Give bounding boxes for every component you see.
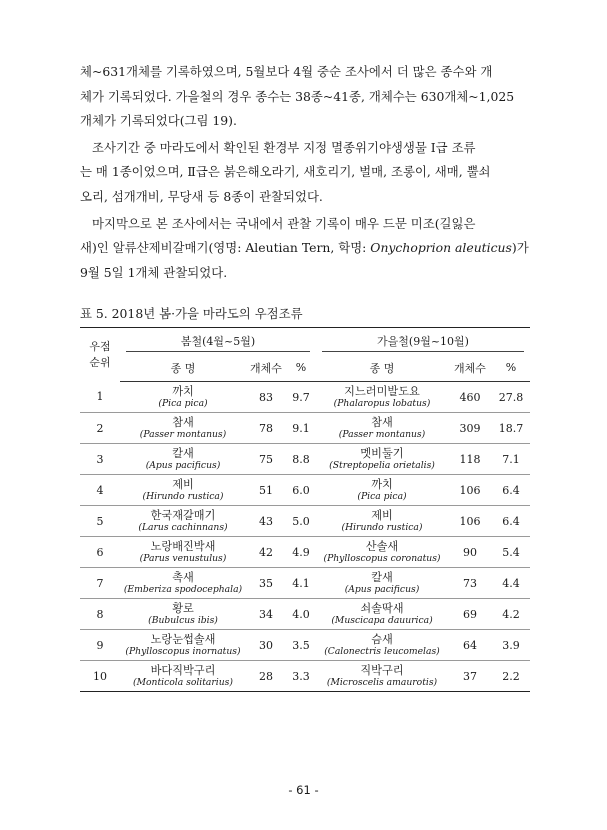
table-caption: 표 5. 2018년 봄·가을 마라도의 우점조류 [80, 306, 303, 321]
spring-pct-cell [286, 382, 316, 413]
korean-name: 직박구리 [360, 664, 404, 677]
scientific-name: (Emberiza spodocephala) [123, 584, 243, 595]
autumn-pct-cell [492, 568, 530, 599]
pct-value: 6.0 [292, 483, 310, 497]
autumn-species-cell [316, 568, 448, 599]
spring-count-cell [246, 599, 286, 630]
scientific-name: (Passer montanus) [139, 429, 227, 440]
rank-value: 2 [96, 421, 104, 435]
spring-count-cell [246, 568, 286, 599]
autumn-pct-cell [492, 382, 530, 413]
korean-name: 한국재갈매기 [150, 509, 216, 522]
scientific-name: (Phylloscopus coronatus) [323, 553, 441, 564]
pct-value: 3.9 [502, 638, 520, 652]
scientific-name: (Larus cachinnans) [138, 522, 228, 533]
pct-value: 18.7 [498, 421, 524, 435]
korean-name: 칼새 [371, 571, 393, 584]
rank-value: 5 [96, 514, 104, 528]
spring-pct-cell [286, 444, 316, 475]
spring-species-cell [120, 537, 246, 568]
count-value: 75 [259, 452, 273, 466]
rank-header [80, 328, 120, 382]
rank-cell [80, 475, 120, 506]
scientific-name: (Apus pacificus) [344, 584, 420, 595]
count-value: 43 [259, 514, 273, 528]
count-value: 90 [463, 545, 477, 559]
spring-pct-cell [286, 537, 316, 568]
spring-pct-cell [286, 506, 316, 537]
pct-value: 6.4 [502, 483, 520, 497]
table-row [80, 444, 530, 475]
table-row [80, 506, 530, 537]
pct-value: 9.1 [292, 421, 310, 435]
rank-cell [80, 413, 120, 444]
table-row [80, 630, 530, 661]
text-line: 개체가 기록되었다(그림 19). [80, 113, 237, 129]
autumn-count-cell [448, 630, 492, 661]
pct-value: 4.4 [502, 576, 520, 590]
pct-value: 4.1 [292, 576, 310, 590]
scientific-name: (Muscicapa dauurica) [331, 615, 433, 626]
korean-name: 촉새 [172, 571, 194, 584]
rank-value: 10 [93, 669, 107, 683]
rank-value: 3 [96, 452, 104, 466]
table-row [80, 413, 530, 444]
table-body [80, 382, 530, 692]
count-value: 30 [259, 638, 273, 652]
scientific-name: (Hirundo rustica) [341, 522, 423, 533]
autumn-pct-cell [492, 413, 530, 444]
pct-value: 6.4 [502, 514, 520, 528]
table-row [80, 661, 530, 692]
pct-value: 27.8 [498, 390, 524, 404]
table-row [80, 568, 530, 599]
korean-name: 까치 [172, 385, 194, 398]
text-segment: )가 [511, 240, 529, 256]
rank-cell [80, 568, 120, 599]
count-value: 78 [259, 421, 273, 435]
dominant-birds-table [80, 327, 530, 692]
species-col-header: 종 명 [120, 354, 246, 382]
spring-species-cell [120, 413, 246, 444]
count-value: 37 [463, 669, 477, 683]
text-line: 마지막으로 본 조사에서는 국내에서 관찰 기록이 매우 드문 미조(길잃은 [92, 215, 476, 231]
spring-count-cell [246, 413, 286, 444]
scientific-name: (Apus pacificus) [145, 460, 221, 471]
scientific-name: (Phalaropus lobatus) [333, 398, 431, 409]
count-value: 118 [459, 452, 481, 466]
count-value: 106 [459, 483, 481, 497]
table-row [80, 537, 530, 568]
paragraph-3 [80, 212, 532, 286]
spring-species-cell [120, 599, 246, 630]
count-value: 35 [259, 576, 273, 590]
autumn-species-cell [316, 537, 448, 568]
count-value: 64 [463, 638, 477, 652]
autumn-count-cell [448, 475, 492, 506]
autumn-species-cell [316, 506, 448, 537]
count-value: 42 [259, 545, 273, 559]
autumn-count-cell [448, 568, 492, 599]
text-line: 오리, 섬개개비, 무당새 등 8종이 관찰되었다. [80, 188, 323, 204]
count-col-header: 개체수 [246, 354, 286, 382]
pct-value: 3.3 [292, 669, 310, 683]
spring-count-cell [246, 537, 286, 568]
rank-value: 8 [96, 607, 104, 621]
count-value: 83 [259, 390, 273, 404]
text-line: 조사기간 중 마라도에서 확인된 환경부 지정 멸종위기야생생물 Ⅰ급 조류 [92, 139, 476, 155]
pct-value: 4.9 [292, 545, 310, 559]
spring-species-cell [120, 506, 246, 537]
autumn-count-cell [448, 413, 492, 444]
text-segment: 새)인 알류샨제비갈매기(영명: Aleutian Tern, 학명: [80, 240, 371, 256]
autumn-count-cell [448, 382, 492, 413]
spring-species-cell [120, 661, 246, 692]
scientific-name: (Pica pica) [158, 398, 208, 409]
autumn-species-cell [316, 382, 448, 413]
pct-value: 2.2 [502, 669, 520, 683]
pct-value: 4.2 [502, 607, 520, 621]
pct-value: 8.8 [292, 452, 310, 466]
paragraph-2 [80, 136, 532, 210]
body-text [80, 60, 532, 287]
autumn-pct-cell [492, 599, 530, 630]
count-value: 460 [459, 390, 481, 404]
pct-value: 3.5 [292, 638, 310, 652]
spring-count-cell [246, 661, 286, 692]
korean-name: 쇠솔딱새 [360, 602, 404, 615]
rank-value: 9 [96, 638, 104, 652]
pct-col-header: % [286, 354, 316, 382]
korean-name: 멧비둘기 [360, 447, 404, 460]
scientific-name: (Hirundo rustica) [142, 491, 224, 502]
spring-species-cell [120, 444, 246, 475]
autumn-pct-cell [492, 537, 530, 568]
pct-value: 9.7 [292, 390, 310, 404]
scientific-name: (Monticola solitarius) [133, 677, 233, 688]
spring-count-cell [246, 382, 286, 413]
autumn-species-cell [316, 599, 448, 630]
spring-count-cell [246, 444, 286, 475]
rank-value: 1 [96, 390, 104, 404]
korean-name: 황로 [172, 602, 194, 615]
count-value: 73 [463, 576, 477, 590]
table-row [80, 599, 530, 630]
pct-value: 5.0 [292, 514, 310, 528]
pct-value: 4.0 [292, 607, 310, 621]
text-line: 체가 기록되었다. 가을철의 경우 종수는 38종~41종, 개체수는 630개체~1,025 [80, 88, 515, 104]
autumn-count-cell [448, 661, 492, 692]
autumn-count-cell [448, 537, 492, 568]
spring-pct-cell [286, 661, 316, 692]
korean-name: 바다직박구리 [150, 664, 216, 677]
count-value: 106 [459, 514, 481, 528]
spring-species-cell [120, 630, 246, 661]
text-line: 체~631개체를 기록하였으며, 5월보다 4월 중순 조사에서 더 많은 종수와 개 [80, 64, 493, 79]
scientific-name: (Pica pica) [357, 491, 407, 502]
spring-pct-cell [286, 568, 316, 599]
count-value: 309 [459, 421, 481, 435]
autumn-species-cell [316, 630, 448, 661]
scientific-name: (Calonectris leucomelas) [324, 646, 440, 657]
autumn-pct-cell [492, 506, 530, 537]
rank-value: 7 [96, 576, 104, 590]
count-value: 28 [259, 669, 273, 683]
rank-cell [80, 599, 120, 630]
rank-value: 4 [96, 483, 104, 497]
spring-count-cell [246, 506, 286, 537]
spring-pct-cell [286, 630, 316, 661]
korean-name: 슴새 [371, 633, 393, 646]
rank-value: 6 [96, 545, 104, 559]
count-value: 69 [463, 607, 477, 621]
korean-name: 제비 [371, 509, 393, 522]
pct-col-header: % [492, 354, 530, 382]
korean-name: 제비 [172, 478, 194, 491]
rank-header-line: 우점 [89, 339, 111, 353]
spring-species-cell [120, 568, 246, 599]
spring-pct-cell [286, 413, 316, 444]
spring-species-cell [120, 382, 246, 413]
autumn-count-cell [448, 506, 492, 537]
korean-name: 까치 [371, 478, 393, 491]
spring-count-cell [246, 475, 286, 506]
rank-cell [80, 630, 120, 661]
rank-cell [80, 661, 120, 692]
korean-name: 참새 [172, 416, 194, 429]
rank-header-line: 순위 [89, 355, 111, 369]
spring-species-cell [120, 475, 246, 506]
autumn-pct-cell [492, 444, 530, 475]
count-value: 34 [259, 607, 273, 621]
korean-name: 노랑눈썹솔새 [150, 633, 216, 646]
autumn-pct-cell [492, 661, 530, 692]
korean-name: 노랑배진박새 [150, 540, 216, 553]
count-value: 51 [259, 483, 273, 497]
scientific-name: (Parus venustulus) [139, 553, 227, 564]
text-line [80, 236, 532, 261]
rank-cell [80, 506, 120, 537]
text-line: 는 매 1종이었으며, Ⅱ급은 붉은해오라기, 새호리기, 벌매, 조롱이, 새매, 뿔쇠 [80, 164, 491, 180]
autumn-pct-cell [492, 630, 530, 661]
species-col-header: 종 명 [316, 354, 448, 382]
autumn-count-cell [448, 444, 492, 475]
spring-pct-cell [286, 599, 316, 630]
text-line: 9월 5일 1개체 관찰되었다. [80, 264, 228, 280]
page-number: - 61 - [288, 783, 319, 797]
scientific-name: (Phylloscopus inornatus) [125, 646, 241, 657]
autumn-header: 가을철(9월~10월) [316, 328, 530, 355]
scientific-name: Onychoprion aleuticus [370, 240, 512, 256]
scientific-name: (Streptopelia orietalis) [329, 460, 435, 471]
autumn-pct-cell [492, 475, 530, 506]
pct-value: 5.4 [502, 545, 520, 559]
paragraph-1 [80, 60, 532, 134]
pct-value: 7.1 [502, 452, 520, 466]
scientific-name: (Microscelis amaurotis) [326, 677, 438, 688]
table-row [80, 475, 530, 506]
korean-name: 참새 [371, 416, 393, 429]
spring-pct-cell [286, 475, 316, 506]
autumn-species-cell [316, 661, 448, 692]
autumn-species-cell [316, 475, 448, 506]
table-row [80, 382, 530, 413]
rank-cell [80, 444, 120, 475]
rank-cell [80, 537, 120, 568]
autumn-species-cell [316, 444, 448, 475]
spring-count-cell [246, 630, 286, 661]
autumn-species-cell [316, 413, 448, 444]
scientific-name: (Bubulcus ibis) [148, 615, 218, 626]
korean-name: 산솔새 [365, 540, 399, 553]
rank-cell [80, 382, 120, 413]
korean-name: 지느러미발도요 [344, 385, 420, 398]
autumn-count-cell [448, 599, 492, 630]
count-col-header: 개체수 [448, 354, 492, 382]
scientific-name: (Passer montanus) [338, 429, 426, 440]
spring-header: 봄철(4월~5월) [120, 328, 316, 355]
korean-name: 칼새 [172, 447, 194, 460]
